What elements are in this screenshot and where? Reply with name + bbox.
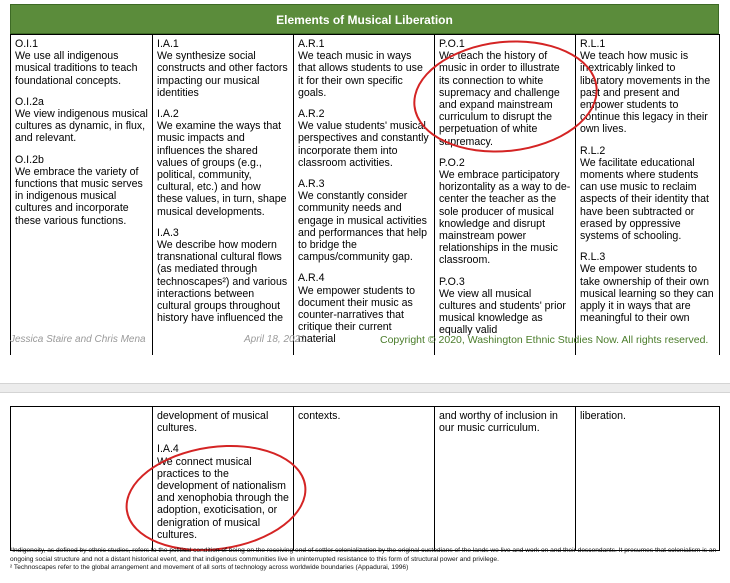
continued-text: contexts.: [298, 410, 341, 422]
item-code: R.L.3: [580, 251, 606, 264]
list-item: [439, 38, 571, 148]
list-item: [298, 108, 430, 169]
list-item: [580, 38, 715, 136]
item-code: R.L.2: [580, 144, 606, 157]
list-item: [157, 227, 289, 325]
item-code: I.A.1: [157, 38, 179, 50]
column-identity-analysis-cont: [153, 407, 294, 551]
list-item: [15, 154, 148, 227]
column-indigenous-origins: [11, 35, 153, 356]
column-agency-relevance-cont: [294, 407, 435, 551]
footnote-2: ² Technoscapes refer to the global arrangement and movement of all sorts of technology across worldwide boundaries (Appadurai, 1996): [10, 564, 409, 572]
item-code: O.I.2b: [15, 153, 44, 166]
item-code: A.R.4: [298, 272, 325, 285]
list-item: [298, 38, 430, 99]
item-text: We view all musical cultures and students' prior musical knowledge as equally valid: [439, 287, 566, 337]
item-code: P.O.1: [439, 38, 465, 50]
list-item: [157, 38, 289, 99]
column-identity-analysis: [153, 35, 294, 356]
continued-text: liberation.: [580, 410, 626, 422]
column-power-oppression: [435, 35, 576, 356]
column-resistance-liberation: [576, 35, 720, 356]
list-item: [15, 96, 148, 145]
item-text: We facilitate educational moments where students can use music to reclaim aspects of their identity that have been subtracted or erased by oppressive systems of schooling.: [580, 156, 709, 243]
footer-copyright: Copyright © 2020, Washington Ethnic Studies Now. All rights reserved.: [380, 334, 709, 346]
footer-authors: Jessica Staire and Chris Mena: [10, 334, 146, 345]
elements-table: [10, 34, 720, 356]
item-text: We teach music in ways that allows students to use it for their own specific goals.: [298, 50, 423, 99]
item-text: We view indigenous musical cultures as dynamic, in flux, and relevant.: [15, 108, 148, 145]
list-item: [439, 157, 571, 267]
list-item: [157, 108, 289, 218]
list-item: [298, 178, 430, 263]
table-banner-title: Elements of Musical Liberation: [10, 4, 719, 34]
list-item: [580, 145, 715, 243]
item-text: We embrace participatory horizontality as a way to de-center the teacher as the sole producer of musical knowledge and disrupt mainstream power relationships in the music classroom.: [439, 169, 571, 267]
footnotes: [10, 547, 722, 573]
elements-table-continued: [10, 406, 720, 551]
list-item: [439, 276, 571, 337]
item-code: A.R.2: [298, 108, 325, 121]
item-code: A.R.1: [298, 38, 325, 50]
item-text: We constantly consider community needs and engage in musical activities and performances that help to bridge the campus/community gap.: [298, 190, 427, 264]
item-text: We teach the history of music in order to illustrate its connection to white supremacy and challenge and expand mainstream curriculum to disrupt the perpetuation of white supremacy.: [439, 50, 560, 148]
column-agency-relevance: [294, 35, 435, 356]
item-code: R.L.1: [580, 38, 606, 50]
page-divider: [0, 383, 730, 393]
column-resistance-liberation-cont: [576, 407, 720, 551]
item-text: We connect musical practices to the development of nationalism and xenophobia through the adoption, exoticisation, or denigration of musical cultures.: [157, 455, 289, 541]
item-code: I.A.3: [157, 226, 179, 239]
continued-text: development of musical cultures.: [157, 410, 269, 435]
item-code: P.O.2: [439, 156, 465, 169]
item-text: We examine the ways that music impacts and influences the shared values of groups (e.g., political, community, cultural, etc.) and how these values, in turn, shape musical developments.: [157, 120, 287, 218]
item-text: We synthesize social constructs and other factors impacting our musical identities: [157, 50, 288, 99]
item-text: We empower students to take ownership of their own musical learning so they can apply it in ways that are meaningful to their own: [580, 263, 714, 325]
column-indigenous-origins-cont: [11, 407, 153, 551]
item-text: We describe how modern transnational cultural flows (as mediated through technoscapes²) and various interactions between cultural groups throughout history have influenced the: [157, 239, 288, 325]
item-text: We use all indigenous musical traditions to teach foundational concepts.: [15, 50, 138, 87]
item-text: We embrace the variety of functions that music serves in indigenous musical cultures and incorporate these various functions.: [15, 165, 143, 227]
item-text: We empower students to document their music as counter-narratives that critique their current material: [298, 284, 415, 346]
item-code: A.R.3: [298, 178, 325, 191]
item-text: We value students' musical perspectives and constantly incorporate them into classroom activities.: [298, 120, 429, 169]
list-item: [580, 251, 715, 324]
continued-text: and worthy of inclusion in our music curriculum.: [439, 410, 558, 435]
item-text: We teach how music is inextricably linked to liberatory movements in the past and present and empower students to continue this legacy in their own lives.: [580, 50, 711, 136]
footnote-1: ¹Indigeneity, as defined by ethnic studies, refers to the political condition of being on the receiving end of settler colonialization by the original custodians of the lands we live and work on and their descendants. It presumes that colonialism is an ongoing social structure and not a distant historical event, and that indigenous communities live in uninterrupted resistance to this form of structural power and privilege.: [10, 547, 717, 563]
item-code: P.O.3: [439, 275, 465, 288]
footer-date: April 18, 2021: [244, 334, 306, 345]
item-code: O.I.1: [15, 38, 38, 50]
list-item: [15, 38, 148, 87]
item-code: I.A.4: [157, 443, 179, 456]
list-item: [157, 443, 289, 541]
item-code: I.A.2: [157, 108, 179, 121]
column-power-oppression-cont: [435, 407, 576, 551]
item-code: O.I.2a: [15, 95, 44, 108]
page-gap: [0, 355, 730, 404]
